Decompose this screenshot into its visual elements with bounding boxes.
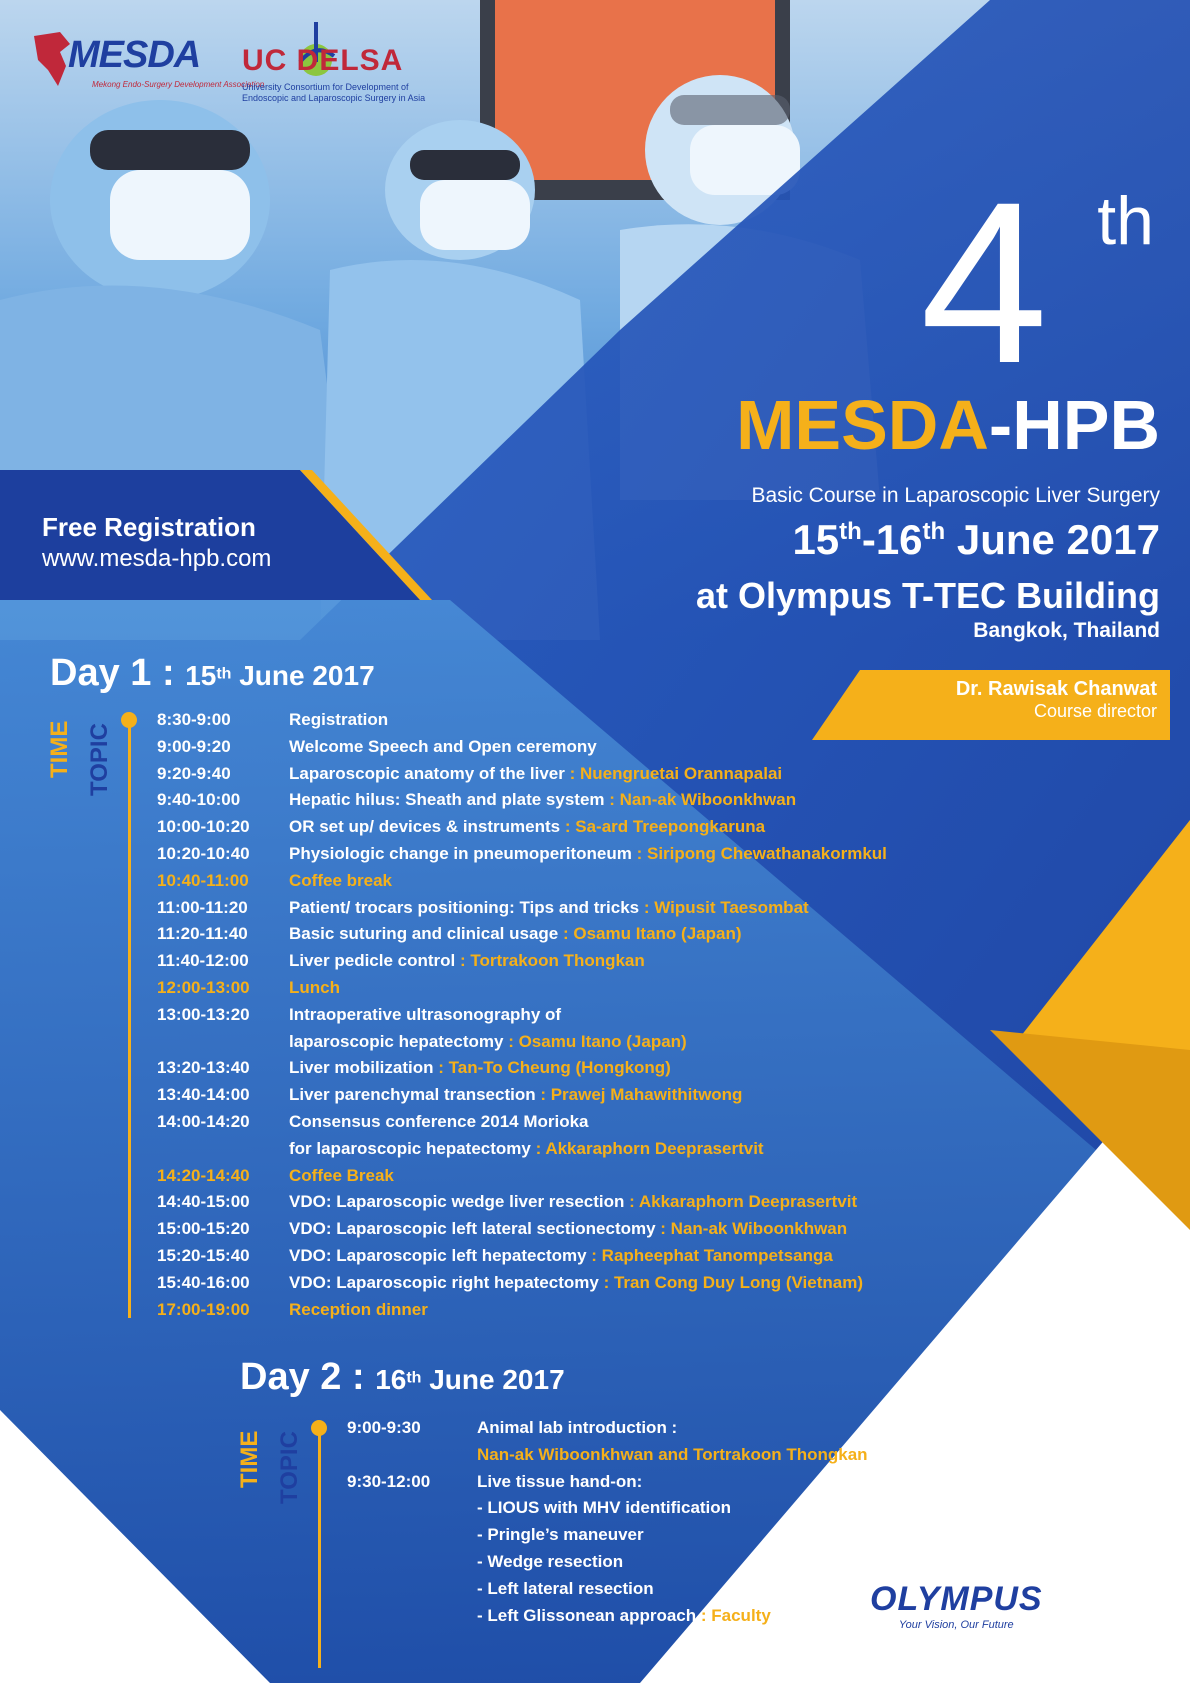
schedule-row — [157, 1032, 1157, 1059]
row-topic: Lunch — [289, 978, 340, 997]
row-topic: - Left Glissonean approach : Faculty — [477, 1605, 771, 1625]
row-speaker: Nan-ak Wiboonkhwan and Tortrakoon Thongkan — [477, 1444, 868, 1464]
schedule-row — [157, 951, 1157, 978]
row-topic: Animal lab introduction : — [477, 1418, 678, 1437]
row-time: 11:00-11:20 — [157, 897, 248, 917]
mesda-logo — [30, 28, 265, 98]
row-topic: Patient/ trocars positioning: Tips and tricks : Wipusit Taesombat — [289, 897, 809, 917]
course-date: 15th-16th June 2017 — [792, 516, 1160, 563]
course-venue: at Olympus T-TEC Building — [695, 575, 1160, 616]
row-topic: VDO: Laparoscopic left hepatectomy : Rapheephat Tanompetsanga — [289, 1246, 833, 1265]
schedule-row — [157, 924, 1157, 951]
schedule-row — [157, 1300, 1157, 1327]
row-topic: Coffee Break — [289, 1165, 394, 1185]
day2-heading: Day 2 : 16th June 2017 — [240, 1356, 565, 1398]
row-time: 12:00-13:00 — [157, 978, 250, 997]
row-speaker: : Nan-ak Wiboonkhwan — [655, 1219, 848, 1239]
row-speaker: : Osamu Itano (Japan) — [558, 924, 742, 944]
row-time: 9:00-9:30 — [347, 1418, 421, 1437]
schedule-row — [157, 1219, 1157, 1246]
row-speaker: : Akkaraphorn Deeprasertvit — [530, 1138, 764, 1158]
day2-timeline — [318, 1432, 321, 1668]
registration-box — [42, 512, 271, 573]
schedule-row — [347, 1525, 1190, 1552]
row-time: 9:30-12:00 — [347, 1471, 431, 1491]
row-speaker: : Rapheephat Tanompetsanga — [586, 1246, 833, 1265]
row-speaker: : Nan-ak Wiboonkhwan — [604, 790, 797, 810]
schedule-row — [347, 1579, 1190, 1606]
schedule-row — [347, 1606, 1190, 1633]
row-speaker: : Tran Cong Duy Long (Vietnam) — [598, 1272, 863, 1292]
row-time: 14:00-14:20 — [157, 1112, 250, 1131]
row-topic: VDO: Laparoscopic right hepatectomy : Tran Cong Duy Long (Vietnam) — [289, 1272, 863, 1292]
row-topic: Liver mobilization : Tan-To Cheung (Hongkong) — [289, 1058, 671, 1078]
row-time: 9:20-9:40 — [157, 763, 231, 783]
row-time: 13:40-14:00 — [157, 1085, 250, 1105]
row-speaker: : Tan-To Cheung (Hongkong) — [433, 1058, 671, 1078]
row-time: 15:40-16:00 — [157, 1272, 250, 1292]
day1-topic-label: TOPIC — [86, 723, 113, 796]
row-topic: Reception dinner — [289, 1299, 428, 1319]
row-topic: Laparoscopic anatomy of the liver : Nuengruetai Orannapalai — [289, 763, 783, 783]
director-role: Course director — [1033, 701, 1157, 721]
row-topic: Registration — [289, 710, 389, 729]
row-time: 15:20-15:40 — [157, 1246, 250, 1265]
title-mesda: MESDA — [736, 386, 989, 464]
schedule-row — [347, 1552, 1190, 1579]
schedule-row — [157, 1246, 1157, 1273]
row-topic: VDO: Laparoscopic left lateral sectionectomy : Nan-ak Wiboonkhwan — [289, 1219, 848, 1239]
schedule-row — [157, 1139, 1157, 1166]
mesda-wordmark: MESDA — [68, 34, 201, 76]
row-topic: Basic suturing and clinical usage : Osamu Itano (Japan) — [289, 924, 742, 944]
row-speaker: : Faculty — [696, 1605, 771, 1625]
schedule-row — [157, 710, 1157, 737]
schedule-row — [157, 790, 1157, 817]
ucdelsa-logo — [242, 22, 432, 112]
schedule-row — [347, 1472, 1190, 1499]
schedule-row — [157, 871, 1157, 898]
olympus-tagline: Your Vision, Our Future — [898, 1619, 1014, 1631]
row-topic: - Wedge resection — [477, 1552, 624, 1571]
mesda-tagline: Mekong Endo-Surgery Development Association — [92, 80, 265, 89]
row-speaker: : Wipusit Taesombat — [639, 897, 809, 917]
row-topic: Liver parenchymal transection : Prawej Mahawithitwong — [289, 1085, 743, 1105]
row-time: 17:00-19:00 — [157, 1299, 250, 1319]
schedule-row — [157, 1166, 1157, 1193]
row-topic: - LIOUS with MHV identification — [477, 1498, 732, 1518]
row-topic: Physiologic change in pneumoperitoneum : Siripong Chewathanakormkul — [289, 844, 887, 863]
row-time: 13:20-13:40 — [157, 1058, 250, 1078]
row-topic: Coffee break — [289, 870, 392, 890]
schedule-row — [157, 978, 1157, 1005]
schedule-row — [347, 1498, 1190, 1525]
schedule-row — [157, 1085, 1157, 1112]
day2-topic-label: TOPIC — [276, 1431, 303, 1504]
day1-heading: Day 1 : 15th June 2017 — [50, 652, 375, 694]
schedule-row — [157, 1005, 1157, 1032]
row-time: 14:20-14:40 — [157, 1165, 250, 1185]
row-topic: Liver pedicle control : Tortrakoon Thongkan — [289, 951, 645, 971]
ucdelsa-tagline: University Consortium for Development of Endoscopic and Laparoscopic Surgery in Asia — [242, 82, 426, 103]
row-time: 9:00-9:20 — [157, 736, 231, 756]
row-time: 10:20-10:40 — [157, 844, 250, 863]
row-topic: Consensus conference 2014 Morioka — [289, 1112, 589, 1131]
row-topic: Intraoperative ultrasonography of — [289, 1004, 562, 1024]
olympus-wordmark: OLYMPUS — [870, 1580, 1043, 1618]
row-time: 10:00-10:20 — [157, 817, 250, 837]
row-speaker: : Tortrakoon Thongkan — [455, 951, 645, 971]
row-topic: - Left lateral resection — [477, 1578, 654, 1598]
day1-time-label: TIME — [46, 720, 73, 778]
schedule-row — [347, 1418, 1190, 1445]
registration-label: Free Registration — [42, 512, 256, 542]
row-time: 11:40-12:00 — [157, 951, 249, 971]
row-time: 15:00-15:20 — [157, 1219, 250, 1239]
edition-suffix: th — [1097, 183, 1154, 259]
schedule-row — [157, 1112, 1157, 1139]
schedule-row — [157, 817, 1157, 844]
title-hpb: -HPB — [988, 386, 1160, 464]
edition-number: 4 — [920, 154, 1040, 411]
row-time: 8:30-9:00 — [157, 710, 231, 729]
row-speaker: : Nuengruetai Orannapalai — [564, 763, 783, 783]
schedule-row — [347, 1445, 1190, 1472]
row-time: 13:00-13:20 — [157, 1004, 250, 1024]
schedule-row — [157, 764, 1157, 791]
row-speaker: : Sa-ard Treepongkaruna — [560, 817, 766, 837]
day2-time-label: TIME — [236, 1430, 263, 1488]
row-topic: VDO: Laparoscopic wedge liver resection : Akkaraphorn Deeprasertvit — [289, 1192, 858, 1212]
schedule-row — [157, 1273, 1157, 1300]
row-time: 11:20-11:40 — [157, 924, 248, 944]
row-topic: for laparoscopic hepatectomy : Akkaraphorn Deeprasertvit — [289, 1138, 764, 1158]
row-topic: OR set up/ devices & instruments : Sa-ard Treepongkaruna — [289, 817, 766, 837]
row-speaker: : Akkaraphorn Deeprasertvit — [624, 1192, 858, 1212]
row-speaker: : Siripong Chewathanakormkul — [631, 844, 887, 863]
row-topic: laparoscopic hepatectomy : Osamu Itano (Japan) — [289, 1031, 687, 1051]
row-topic: - Pringle’s maneuver — [477, 1525, 644, 1545]
course-title — [736, 386, 1160, 464]
day1-timeline — [128, 724, 131, 1318]
registration-url[interactable]: www.mesda-hpb.com — [42, 545, 272, 572]
schedule-row — [157, 737, 1157, 764]
ucdelsa-wordmark: UC DELSA — [242, 44, 404, 77]
course-subtitle: Basic Course in Laparoscopic Liver Surgery — [751, 484, 1160, 507]
schedule-row — [157, 1192, 1157, 1219]
director-name: Dr. Rawisak Chanwat — [955, 678, 1157, 700]
olympus-logo — [870, 1580, 1043, 1631]
row-speaker: : Osamu Itano (Japan) — [503, 1031, 687, 1051]
row-topic: Welcome Speech and Open ceremony — [289, 736, 597, 756]
schedule-row — [157, 1058, 1157, 1085]
row-speaker: : Prawej Mahawithitwong — [535, 1085, 743, 1105]
course-city: Bangkok, Thailand — [973, 619, 1160, 642]
schedule-row — [157, 844, 1157, 871]
row-time: 9:40-10:00 — [157, 790, 241, 810]
row-time: 14:40-15:00 — [157, 1192, 250, 1212]
row-topic: Hepatic hilus: Sheath and plate system : Nan-ak Wiboonkhwan — [289, 790, 797, 810]
row-topic — [477, 1445, 868, 1465]
day1-schedule — [157, 710, 1157, 1330]
row-time: 10:40-11:00 — [157, 870, 249, 890]
schedule-row — [157, 898, 1157, 925]
row-topic: Live tissue hand-on: — [477, 1471, 643, 1491]
